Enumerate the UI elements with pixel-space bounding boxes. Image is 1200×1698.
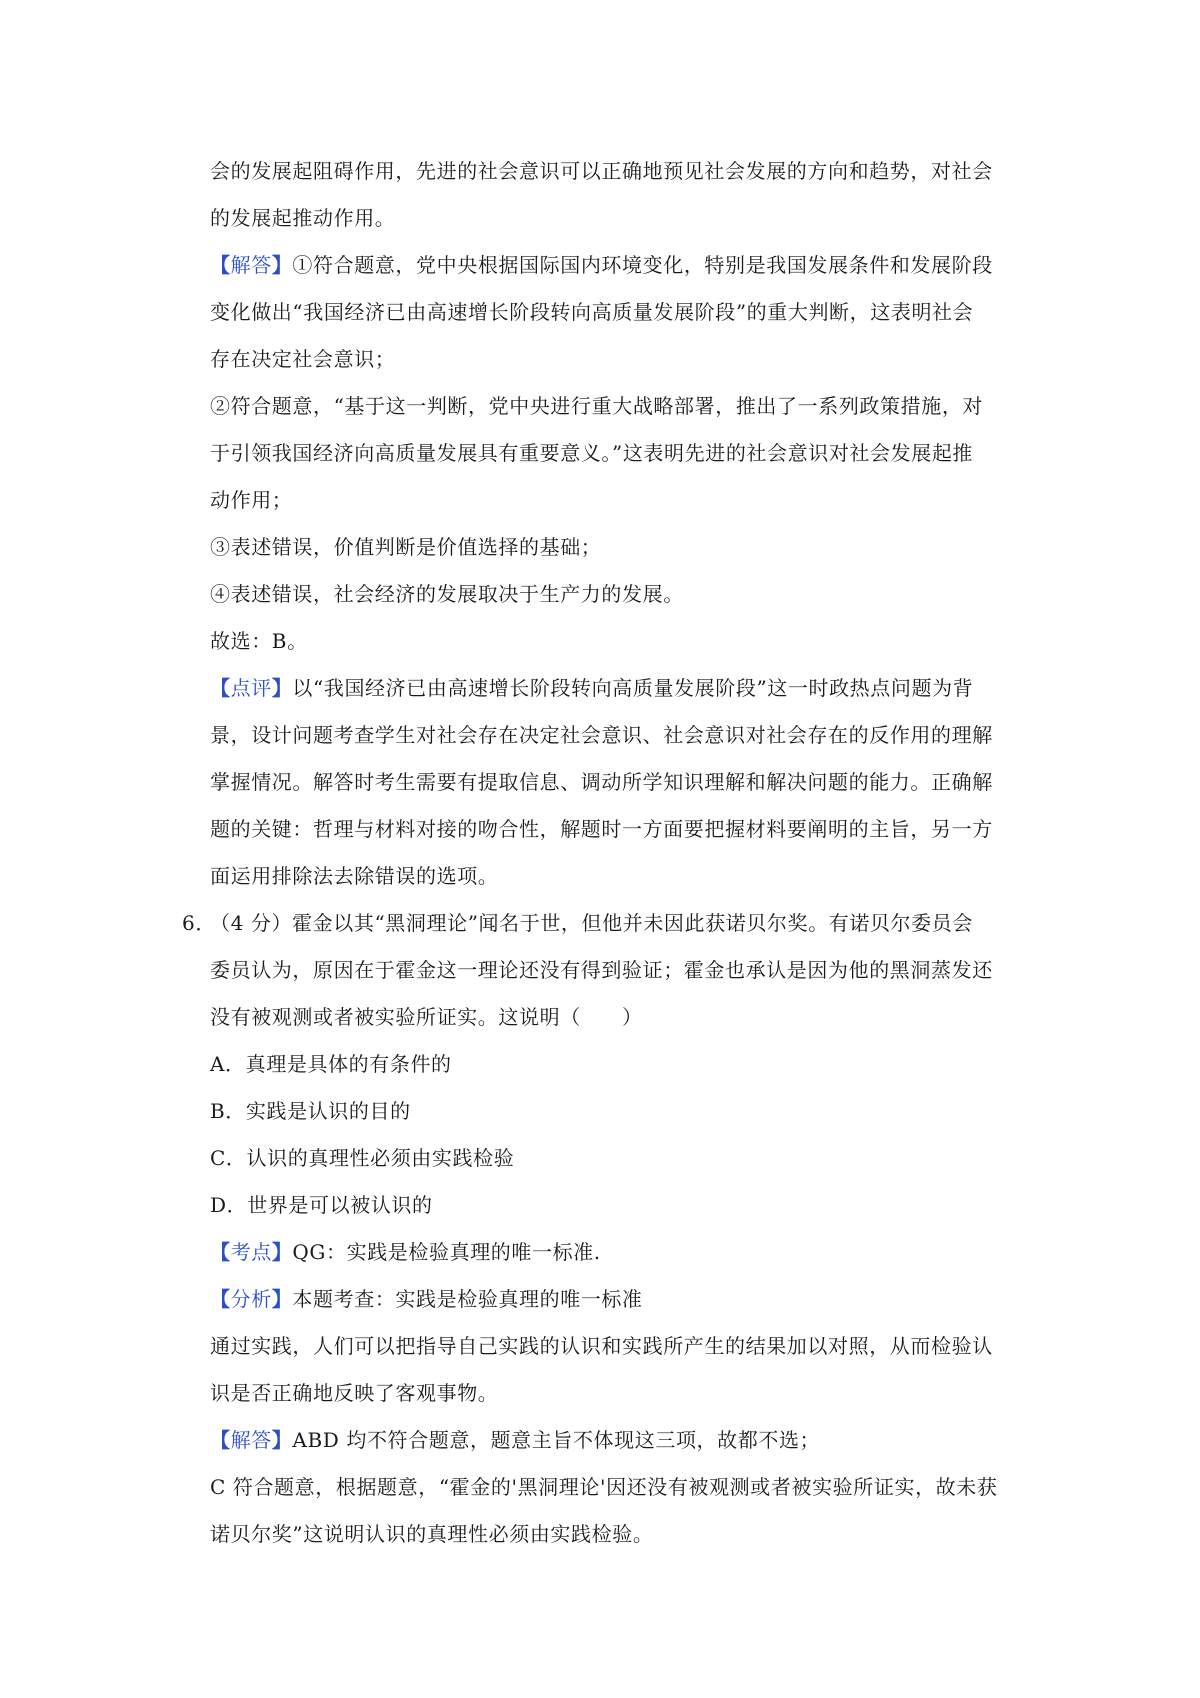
text-line-14: 掌握情况。解答时考生需要有提取信息、调动所学知识理解和解决问题的能力。正确解: [210, 770, 993, 794]
text-line-4: 变化做出“我国经济已由高速增长阶段转向高质量发展阶段”的重大判断，这表明社会: [210, 300, 974, 324]
analysis-line: 【分析】本题考查：实践是检验真理的唯一标准: [210, 1287, 643, 1311]
comment-tag: 【点评】: [210, 676, 293, 700]
analysis-tag: 【分析】: [210, 1287, 293, 1311]
question-6-line-1: 6．（4 分）霍金以其“黑洞理论”闻名于世，但他并未因此获诺贝尔奖。有诺贝尔委员会: [182, 911, 973, 935]
text-line-29: C 符合题意，根据题意，“霍金的'黑洞理论'因还没有被观测或者被实验所证实，故未获: [210, 1475, 998, 1499]
option-c: C．认识的真理性必须由实践检验: [210, 1146, 515, 1170]
text-line-9: ③表述错误，价值判断是价值选择的基础；: [210, 535, 602, 559]
option-b: B．实践是认识的目的: [210, 1099, 411, 1123]
text-line-26: 通过实践，人们可以把指导自己实践的认识和实践所产生的结果加以对照，从而检验认: [210, 1334, 993, 1358]
keypoint-line: 【考点】QG：实践是检验真理的唯一标准.: [210, 1240, 601, 1264]
answer-line-1: 【解答】①符合题意，党中央根据国际国内环境变化，特别是我国发展条件和发展阶段: [210, 253, 993, 277]
text-line-2: 的发展起推动作用。: [210, 206, 396, 230]
text-line-10: ④表述错误，社会经济的发展取决于生产力的发展。: [210, 582, 684, 606]
document-page: [182, 148, 1025, 1558]
text-line-6: ②符合题意，“基于这一判断，党中央进行重大战略部署，推出了一系列政策措施，对: [210, 394, 984, 418]
text-line-7: 于引领我国经济向高质量发展具有重要意义。”这表明先进的社会意识对社会发展起推: [210, 441, 974, 465]
text-line-16: 面运用排除法去除错误的选项。: [210, 864, 499, 888]
answer-choice-line: 故选：B。: [210, 629, 308, 653]
text-line-18: 委员认为，原因在于霍金这一理论还没有得到验证；霍金也承认是因为他的黑洞蒸发还: [210, 958, 993, 982]
answer-line-2: 【解答】ABD 均不符合题意，题意主旨不体现这三项，故都不选；: [210, 1428, 821, 1452]
answer-tag: 【解答】: [210, 1428, 293, 1452]
text-line-5: 存在决定社会意识；: [210, 347, 396, 371]
comment-line-1: 【点评】以“我国经济已由高速增长阶段转向高质量发展阶段”这一时政热点问题为背: [210, 676, 974, 700]
text-line-27: 识是否正确地反映了客观事物。: [210, 1381, 499, 1405]
text-line-30: 诺贝尔奖”这说明认识的真理性必须由实践检验。: [210, 1522, 654, 1546]
text-line-8: 动作用；: [210, 488, 293, 512]
text-line-19: 没有被观测或者被实验所证实。这说明（ ）: [210, 1005, 643, 1029]
option-d: D．世界是可以被认识的: [210, 1193, 433, 1217]
answer-tag: 【解答】: [210, 253, 293, 277]
text-line-13: 景，设计问题考查学生对社会存在决定社会意识、社会意识对社会存在的反作用的理解: [210, 723, 993, 747]
option-a: A．真理是具体的有条件的: [210, 1052, 452, 1076]
text-line-1: 会的发展起阻碍作用，先进的社会意识可以正确地预见社会发展的方向和趋势，对社会: [210, 159, 993, 183]
keypoint-tag: 【考点】: [210, 1240, 293, 1264]
text-line-15: 题的关键：哲理与材料对接的吻合性，解题时一方面要把握材料要阐明的主旨，另一方: [210, 817, 993, 841]
